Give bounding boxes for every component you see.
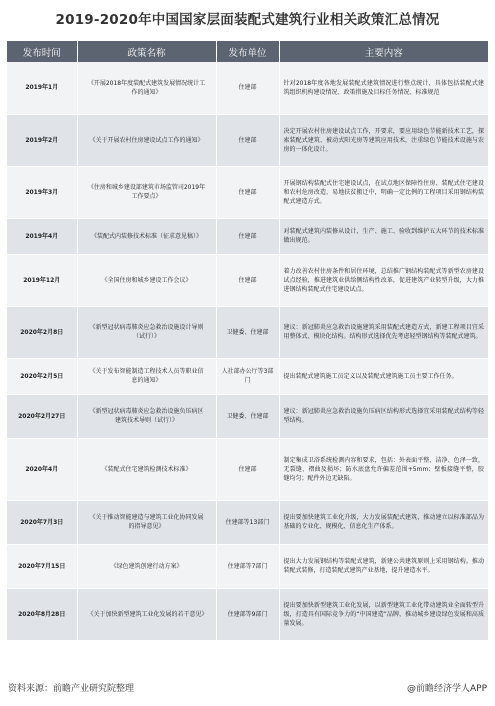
issuer-cell: 住建部 xyxy=(216,62,279,114)
policy-name-cell: 《新型冠状病毒肺炎应急救治设施设计导则（试行）》 xyxy=(77,306,216,358)
policy-name-cell: 《开展2018年度装配式建筑发展情况统计工作的通知》 xyxy=(77,62,216,114)
table-body xyxy=(7,62,488,640)
policy-name-cell: 《住房和城乡建设部建筑市场监管司2019年工作要点》 xyxy=(77,166,216,218)
issuer-cell: 住建部等13部门 xyxy=(216,500,279,544)
table-row xyxy=(7,588,488,640)
table-row xyxy=(7,306,488,358)
column-header-policy-name: 政策名称 xyxy=(77,41,216,62)
date-cell: 2019年3月 xyxy=(7,166,77,218)
column-header-issuer: 发布单位 xyxy=(216,41,279,62)
page-title: 2019-2020年中国国家层面装配式建筑行业相关政策汇总情况 xyxy=(55,12,440,28)
content-cell: 建议：新冠肺炎应急救治设施建筑采用装配式建造方式，新建工程项目宜采用整体式、模块化结构。结构形式选择优先考虑轻型钢结构等装配式建筑。 xyxy=(279,306,488,358)
content-cell: 提出大力发展钢结构等装配式建筑，新建公共建筑原则上采用钢结构。推动装配式装修，打造装配式建筑产业基地，提升建造水平。 xyxy=(279,544,488,588)
policy-name-cell: 《关于发布智能制造工程技术人员等职业信息的通知》 xyxy=(77,358,216,394)
policy-name-cell: 《装配式住宅建筑检测技术标准》 xyxy=(77,438,216,500)
content-cell: 针对2018年度各地发展装配式建筑情况进行整点统计，具体包括装配式建筑组织机构建设情况、政策措施及目标任务情况、标准规范 xyxy=(279,62,488,114)
issuer-cell: 住建部等9部门 xyxy=(216,588,279,640)
table-row xyxy=(7,114,488,166)
content-cell: 提出要加快新型建筑工业化发展，以新型建筑工业化带动建筑业全面转型升级，打造具有国际竞争力的“中国建造”品牌，推动城乡建设绿色发展和高质量发展。 xyxy=(279,588,488,640)
content-cell: 提出装配式建筑施工员定义以及装配式建筑施工员主要工作任务。 xyxy=(279,358,488,394)
policy-name-cell: 《绿色建筑创建行动方案》 xyxy=(77,544,216,588)
date-cell: 2019年1月 xyxy=(7,62,77,114)
content-cell: 建议：新冠肺炎应急救治设施负压病区结构形式选择宜采用装配式结构等轻型结构。 xyxy=(279,394,488,438)
date-cell: 2020年7月15日 xyxy=(7,544,77,588)
issuer-cell: 住建部 xyxy=(216,218,279,254)
table-row xyxy=(7,500,488,544)
issuer-cell: 卫健委、住建部 xyxy=(216,306,279,358)
policy-name-cell: 《关于加快新型建筑工业化发展的若干意见》 xyxy=(77,588,216,640)
table-row xyxy=(7,394,488,438)
issuer-cell: 住建部 xyxy=(216,166,279,218)
issuer-cell: 住建部等7部门 xyxy=(216,544,279,588)
table-header-row xyxy=(7,41,488,62)
date-cell: 2020年2月27日 xyxy=(7,394,77,438)
policy-name-cell: 《全国住房和城乡建设工作会议》 xyxy=(77,254,216,306)
content-cell: 提出要加快建筑工业化升级，大力发展装配式建筑，推动建立以标准部品为基础的专业化、规模化、信息化生产体系。 xyxy=(279,500,488,544)
policy-name-cell: 《装配式内装修技术标准（征求意见稿）》 xyxy=(77,218,216,254)
issuer-cell: 住建部 xyxy=(216,438,279,500)
date-cell: 2020年4月 xyxy=(7,438,77,500)
content-cell: 对装配式建筑内装修从设计、生产、施工、验收到维护五大环节的技术标准做出规范。 xyxy=(279,218,488,254)
date-cell: 2019年4月 xyxy=(7,218,77,254)
date-cell: 2019年2月 xyxy=(7,114,77,166)
column-header-date: 发布时间 xyxy=(7,41,77,62)
content-cell: 着力改善农村住房条件和居住环境，总结推广钢结构装配式等新型农房建设试点经验，推进建筑业供给侧结构性改革，促进建筑产业转型升级，大力推进钢结构装配式住宅建设试点。 xyxy=(279,254,488,306)
brand-credit: @前瞻经济学人APP xyxy=(406,684,487,694)
table-row xyxy=(7,166,488,218)
content-cell: 决定开展农村住房建设试点工作，开要求，要应用绿色节能新技术工艺，探索装配式建筑、被动式阳光房等建筑应用技术，注重绿色节能技术设施与农房的一体化设计。 xyxy=(279,114,488,166)
issuer-cell: 人社部办公厅等3部门 xyxy=(216,358,279,394)
table-row xyxy=(7,544,488,588)
date-cell: 2020年2月8日 xyxy=(7,306,77,358)
issuer-cell: 卫健委、住建部 xyxy=(216,394,279,438)
date-cell: 2020年8月28日 xyxy=(7,588,77,640)
policy-name-cell: 《关于推动智能建造与建筑工业化协同发展的指导意见》 xyxy=(77,500,216,544)
table-row xyxy=(7,254,488,306)
policy-table xyxy=(7,41,488,641)
date-cell: 2019年12月 xyxy=(7,254,77,306)
table-row xyxy=(7,62,488,114)
date-cell: 2020年2月5日 xyxy=(7,358,77,394)
policy-name-cell: 《新型冠状病毒肺炎应急救治设施负压病区建筑技术导则（试行）》 xyxy=(77,394,216,438)
issuer-cell: 住建部 xyxy=(216,114,279,166)
issuer-cell: 住建部 xyxy=(216,254,279,306)
content-cell: 开展钢结构装配式住宅建设试点，在试点地区保障性住房、装配式住宅建设和农村危房改造、易地扶贫搬迁中，明确一定比例的工程项目采用钢结构装配式建造方式。 xyxy=(279,166,488,218)
table-row xyxy=(7,358,488,394)
source-note: 资料来源：前瞻产业研究院整理 xyxy=(8,684,135,694)
date-cell: 2020年7月3日 xyxy=(7,500,77,544)
table-row xyxy=(7,438,488,500)
table-row xyxy=(7,218,488,254)
policy-name-cell: 《关于开展农村住房建设试点工作的通知》 xyxy=(77,114,216,166)
column-header-main-content: 主要内容 xyxy=(279,41,488,62)
content-cell: 制定集成卫浴系统检测内容和要求，包括：外表面平整、洁净、色泽一致，无裂缝、褶曲及损坏；防水底盘允许偏差范围+5mm；壁板接缝平整，胶缝均匀；配件外边无缺陷。 xyxy=(279,438,488,500)
